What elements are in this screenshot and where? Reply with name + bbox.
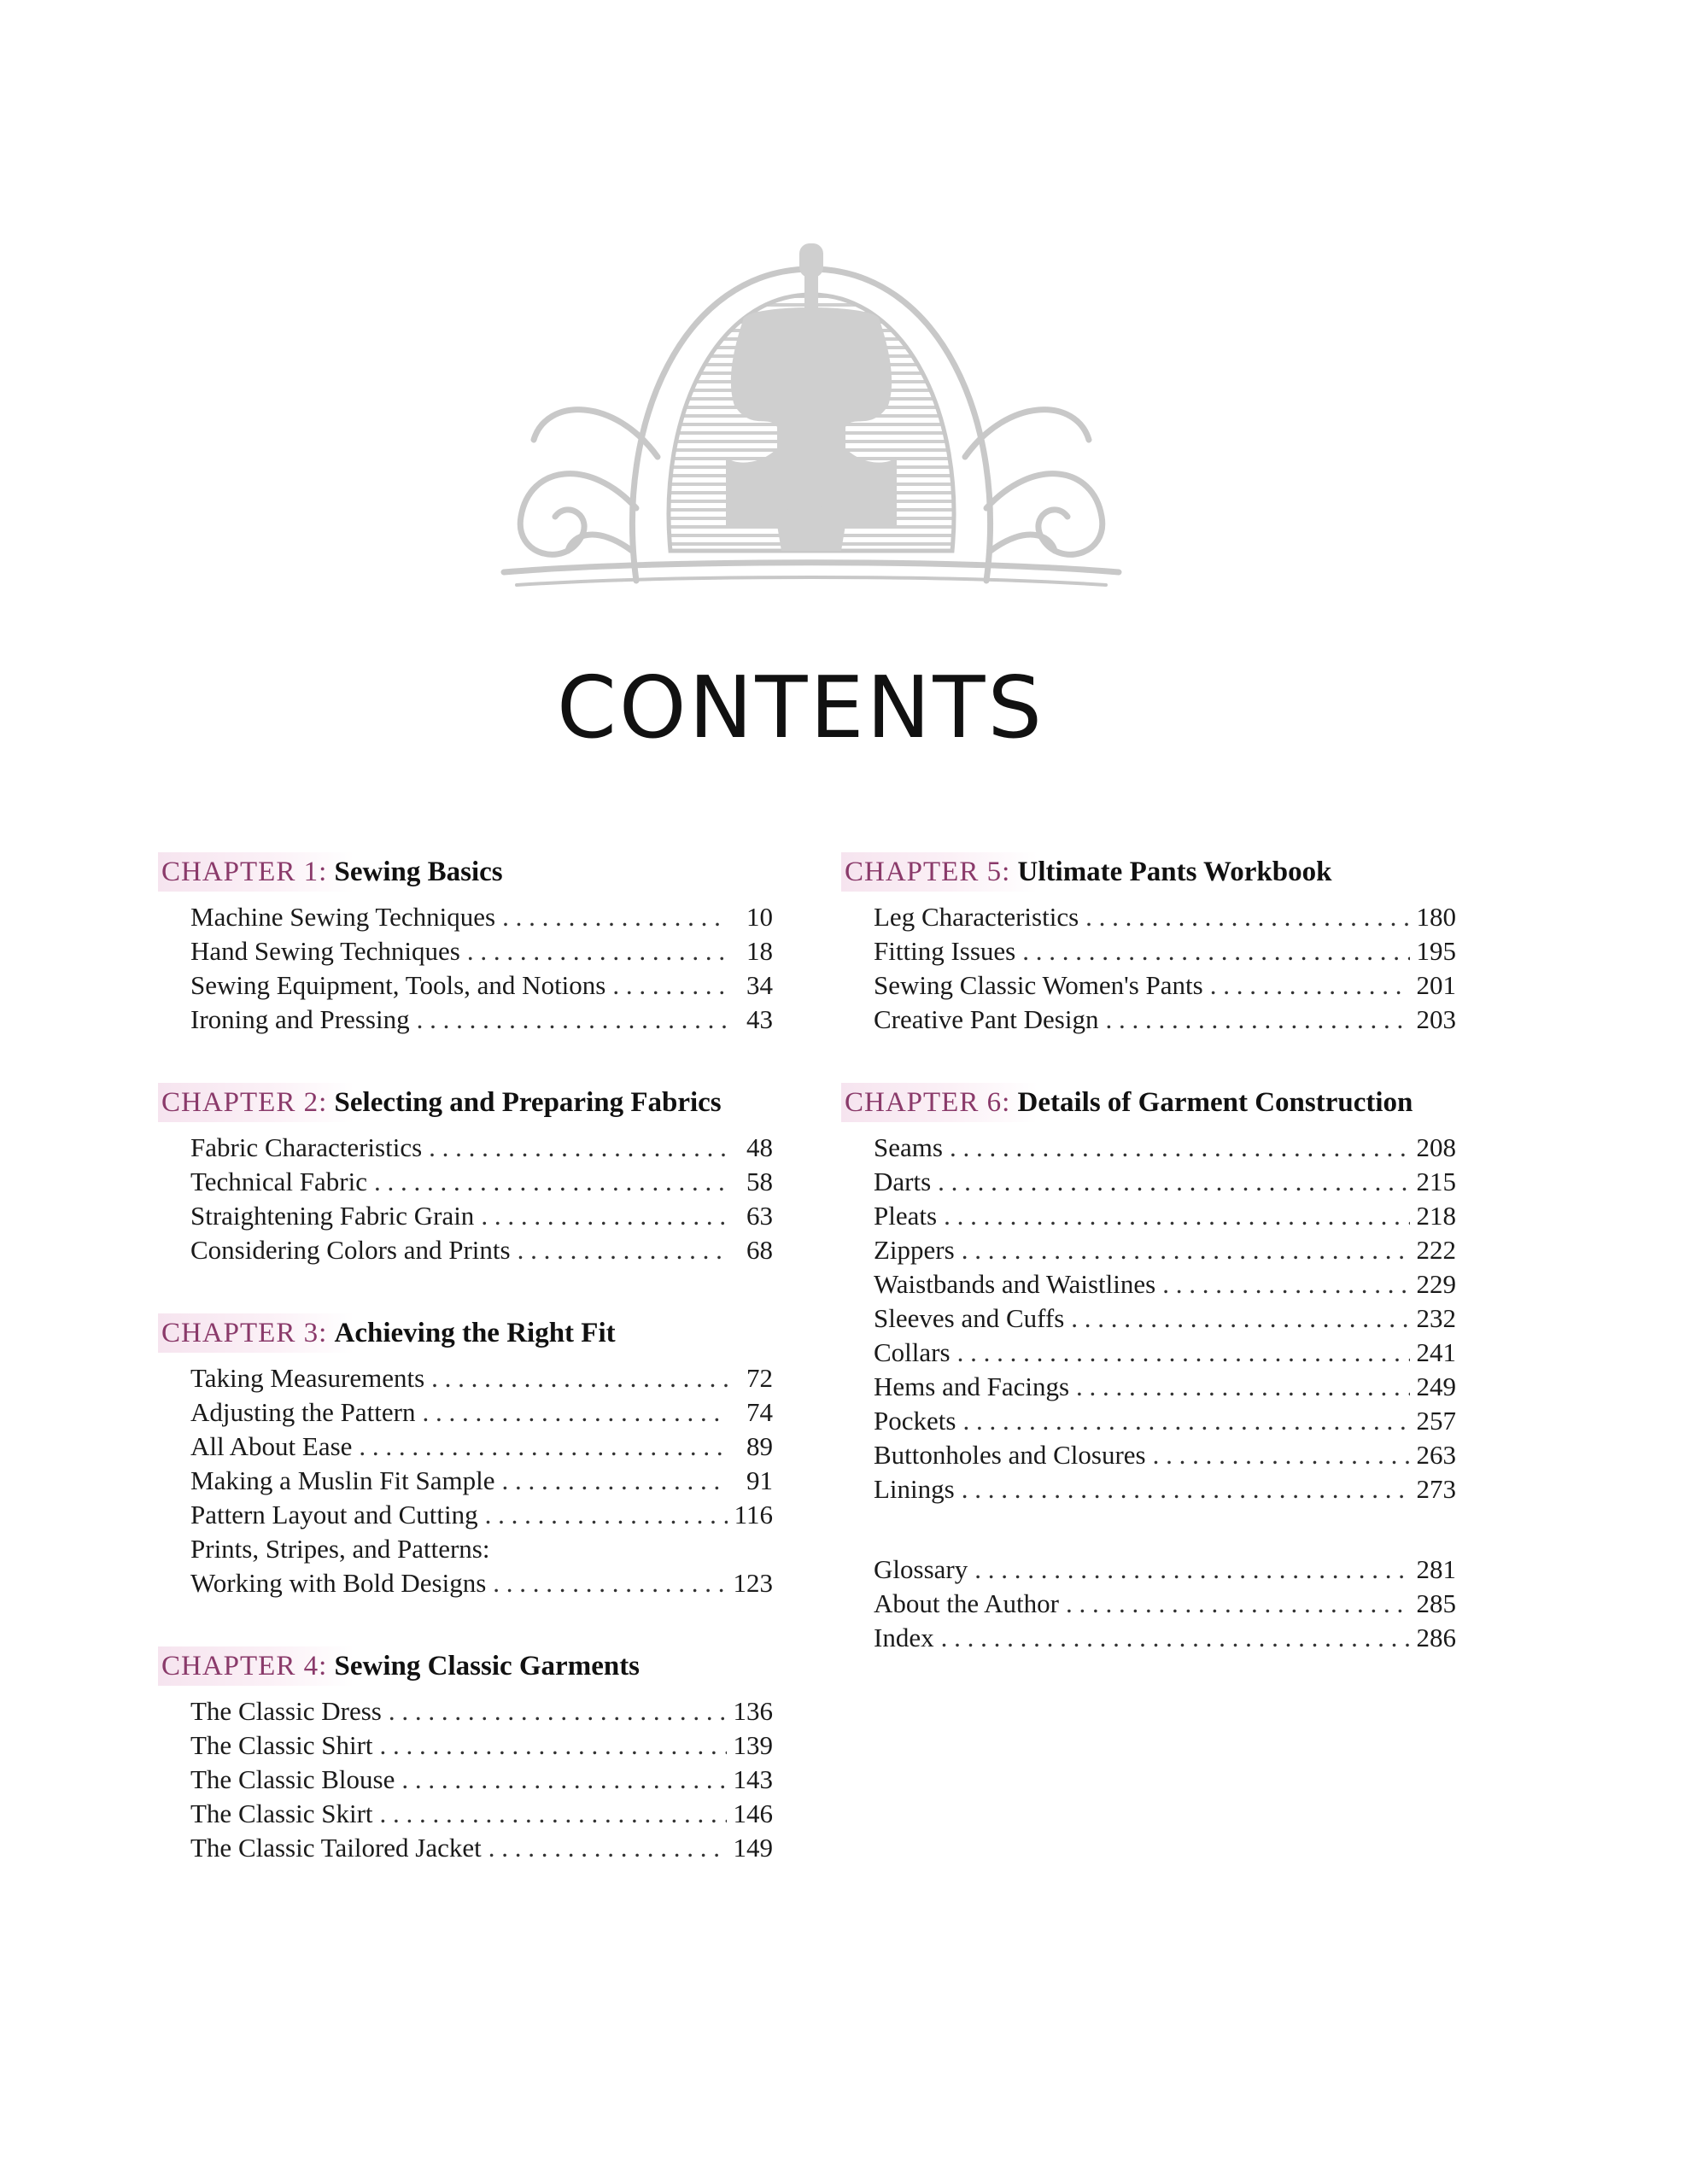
toc-page-number: 68 [746,1235,773,1265]
dot-leader [1085,900,1409,934]
toc-entry [190,900,773,934]
toc-entry [190,1003,773,1037]
chapter-label: CHAPTER 6: [845,1087,1011,1118]
toc-entry-title: Linings [874,1474,955,1504]
toc-entry-title: Ironing and Pressing [190,1004,410,1034]
dot-leader [401,1763,726,1797]
toc-entry [190,1498,773,1532]
toc-entry-title: The Classic Dress [190,1696,382,1726]
toc-page-number: 257 [1416,1406,1456,1436]
toc-page-number: 74 [746,1397,773,1427]
toc-entry-title: Considering Colors and Prints [190,1235,511,1265]
toc-page-number: 273 [1416,1474,1456,1504]
dot-leader [1162,1267,1409,1301]
dot-leader [1071,1301,1409,1336]
dot-leader [481,1199,728,1233]
dot-leader [957,1336,1410,1370]
toc-page-number: 215 [1416,1167,1456,1196]
dot-leader [941,1621,1410,1655]
dot-leader [493,1566,726,1600]
chapter-title: Details of Garment Construction [1017,1087,1413,1118]
toc-entry-title: The Classic Tailored Jacket [190,1833,482,1863]
dot-leader [1076,1370,1409,1404]
toc-entry [190,1233,773,1267]
toc-entry [190,1763,773,1797]
toc-entry [874,1336,1456,1370]
toc-entry-title: All About Ease [190,1431,353,1461]
toc-page-number: 143 [733,1764,773,1794]
toc-page-number: 180 [1416,902,1456,932]
toc-entry [874,1267,1456,1301]
dot-leader [1066,1587,1410,1621]
toc-entry-title: Glossary [874,1554,968,1584]
chapter-title: Ultimate Pants Workbook [1017,857,1332,887]
contents-column-right [841,852,1456,1655]
dot-leader [974,1553,1409,1587]
dot-leader [1105,1003,1409,1037]
backmatter-section [841,1553,1456,1655]
toc-entry-title: Hand Sewing Techniques [190,936,460,966]
toc-entry [190,968,773,1003]
toc-entry [190,1165,773,1199]
chapter-heading [841,852,1456,892]
chapter-heading [841,1083,1456,1122]
toc-page-number: 281 [1416,1554,1456,1584]
toc-page-number: 58 [746,1167,773,1196]
toc-entry-title: Seams [874,1132,943,1162]
chapter-heading [158,1083,773,1122]
toc-entry [190,1131,773,1165]
dot-leader [431,1361,728,1395]
toc-entry [874,1621,1456,1655]
dot-leader [944,1199,1409,1233]
chapter-heading [158,1646,773,1686]
toc-entry [190,1797,773,1831]
toc-entry [190,1430,773,1464]
chapter-label: CHAPTER 5: [845,857,1011,887]
dot-leader [374,1165,728,1199]
chapter-heading [158,1313,773,1353]
dot-leader [612,968,728,1003]
dot-leader [380,1728,727,1763]
toc-page-number: 123 [733,1568,773,1598]
toc-entry [190,1464,773,1498]
dot-leader [429,1131,728,1165]
toc-entry [874,1165,1456,1199]
toc-page-number: 72 [746,1363,773,1393]
dress-form-ornament-icon [487,243,1136,594]
toc-page-number: 34 [746,970,773,1000]
toc-entry-title: The Classic Shirt [190,1730,373,1760]
dot-leader [485,1498,728,1532]
chapter-title: Sewing Classic Garments [334,1651,640,1681]
toc-entry [874,1301,1456,1336]
toc-page-number: 43 [746,1004,773,1034]
dot-leader [502,900,728,934]
chapter-section [841,852,1456,1037]
toc-page-number: 218 [1416,1201,1456,1231]
chapter-section [158,1313,773,1600]
chapter-section [158,852,773,1037]
dot-leader [380,1797,727,1831]
toc-page-number: 146 [733,1798,773,1828]
toc-page-number: 139 [733,1730,773,1760]
toc-entry [874,1472,1456,1506]
toc-entry [874,1553,1456,1587]
toc-entry-title: Creative Pant Design [874,1004,1099,1034]
dot-leader [938,1165,1409,1199]
toc-entry-title: Buttonholes and Closures [874,1440,1146,1470]
toc-page-number: 136 [733,1696,773,1726]
chapter-title: Sewing Basics [334,857,503,887]
dot-leader [417,1003,728,1037]
toc-entry [190,934,773,968]
toc-page-number: 116 [734,1500,773,1529]
dot-leader [962,1233,1410,1267]
toc-entry-title: Index [874,1623,934,1652]
toc-entry-title-line: Prints, Stripes, and Patterns: [190,1534,490,1564]
toc-entry [874,968,1456,1003]
toc-page-number: 149 [733,1833,773,1863]
toc-page-number: 10 [746,902,773,932]
chapter-section [841,1083,1456,1506]
dot-leader [962,1472,1410,1506]
toc-entry-title: Fabric Characteristics [190,1132,423,1162]
toc-page-number: 63 [746,1201,773,1231]
toc-entry-title: Taking Measurements [190,1363,425,1393]
toc-entry-title: The Classic Skirt [190,1798,373,1828]
toc-entry [190,1728,773,1763]
page-title: CONTENTS [557,658,1044,757]
toc-entry-title: Hems and Facings [874,1372,1070,1401]
toc-entry-title: About the Author [874,1588,1059,1618]
dot-leader [1210,968,1410,1003]
chapter-title: Achieving the Right Fit [334,1318,616,1348]
toc-entry-title: Making a Muslin Fit Sample [190,1465,495,1495]
toc-entry-title: Sewing Equipment, Tools, and Notions [190,970,606,1000]
toc-page-number: 241 [1416,1337,1456,1367]
chapter-heading [158,852,773,892]
chapter-section [158,1083,773,1267]
chapter-label: CHAPTER 2: [161,1087,328,1118]
dot-leader [467,934,728,968]
toc-page-number: 249 [1416,1372,1456,1401]
toc-page-number: 222 [1416,1235,1456,1265]
dot-leader [950,1131,1410,1165]
toc-entry-title: Adjusting the Pattern [190,1397,416,1427]
toc-page-number: 48 [746,1132,773,1162]
toc-entry-title: Darts [874,1167,932,1196]
toc-entry-title: The Classic Blouse [190,1764,395,1794]
toc-entry [190,1199,773,1233]
toc-entry-title: Leg Characteristics [874,902,1079,932]
toc-entry [874,1233,1456,1267]
chapter-title: Selecting and Preparing Fabrics [334,1087,722,1118]
chapter-label: CHAPTER 3: [161,1318,328,1348]
toc-entry [190,1361,773,1395]
toc-entry [874,1438,1456,1472]
toc-entry [874,1587,1456,1621]
toc-page-number: 229 [1416,1269,1456,1299]
chapter-label: CHAPTER 1: [161,857,328,887]
toc-entry [874,1131,1456,1165]
toc-entry-title: Sleeves and Cuffs [874,1303,1065,1333]
toc-entry-title: Collars [874,1337,951,1367]
toc-entry [874,1404,1456,1438]
toc-entry-title: Waistbands and Waistlines [874,1269,1156,1299]
toc-page-number: 232 [1416,1303,1456,1333]
toc-entry-title: Technical Fabric [190,1167,367,1196]
toc-entry [190,1694,773,1728]
dot-leader [1153,1438,1410,1472]
toc-page-number: 18 [746,936,773,966]
toc-entry [874,900,1456,934]
toc-entry-title: Sewing Classic Women's Pants [874,970,1203,1000]
toc-page-number: 91 [746,1465,773,1495]
toc-page-number: 203 [1416,1004,1456,1034]
dot-leader [962,1404,1409,1438]
toc-page-number: 263 [1416,1440,1456,1470]
toc-page-number: 286 [1416,1623,1456,1652]
toc-page-number: 208 [1416,1132,1456,1162]
dot-leader [518,1233,728,1267]
toc-entry [190,1566,773,1600]
toc-entry [874,1199,1456,1233]
toc-page-number: 285 [1416,1588,1456,1618]
toc-entry-title: Machine Sewing Techniques [190,902,496,932]
toc-entry [874,1003,1456,1037]
dot-leader [359,1430,728,1464]
toc-entry-title: Pockets [874,1406,956,1436]
chapter-label: CHAPTER 4: [161,1651,328,1681]
dot-leader [422,1395,728,1430]
toc-entry-title: Straightening Fabric Grain [190,1201,475,1231]
toc-entry-title: Working with Bold Designs [190,1568,487,1598]
toc-entry-title: Fitting Issues [874,936,1016,966]
toc-page-number: 89 [746,1431,773,1461]
toc-entry [874,1370,1456,1404]
dot-leader [389,1694,727,1728]
dot-leader [488,1831,727,1865]
toc-entry [190,1395,773,1430]
dot-leader [1022,934,1409,968]
toc-page-number: 195 [1416,936,1456,966]
toc-entry-title: Pattern Layout and Cutting [190,1500,478,1529]
toc-entry [190,1831,773,1865]
toc-page-number: 201 [1416,970,1456,1000]
chapter-section [158,1646,773,1865]
toc-entry-title: Zippers [874,1235,955,1265]
dot-leader [502,1464,729,1498]
toc-entry [874,934,1456,968]
toc-entry-title: Pleats [874,1201,938,1231]
contents-column-left [158,852,773,1911]
